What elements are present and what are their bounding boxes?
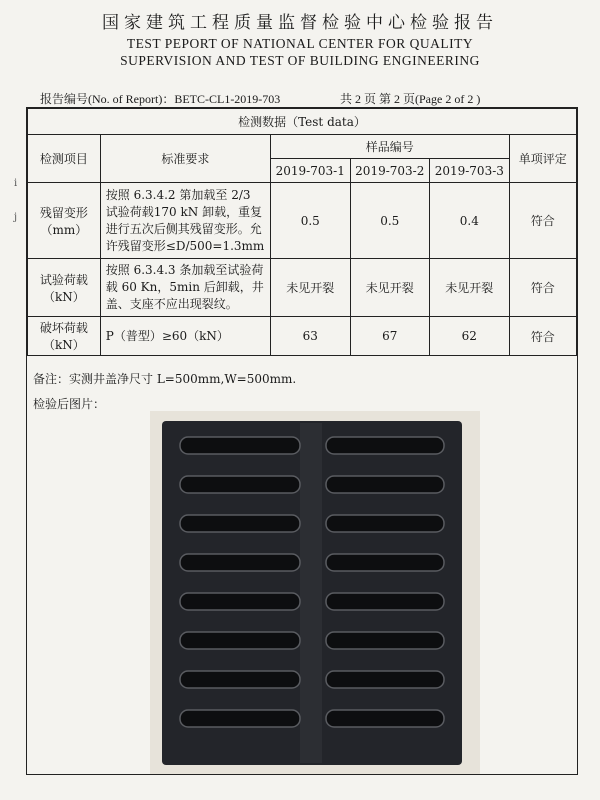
- table-row: [28, 317, 577, 356]
- row-value: 0.5: [350, 183, 430, 259]
- grate-slot: [180, 515, 300, 532]
- sample-id: 2019-703-1: [270, 159, 350, 183]
- grate-slot: [180, 593, 300, 610]
- column-header-requirement: 标准要求: [100, 135, 270, 183]
- grate-slot: [326, 593, 444, 610]
- row-requirement: P（普型）≥60（kN）: [100, 317, 270, 356]
- column-header-samples: 样品编号: [270, 135, 509, 159]
- margin-mark: j: [14, 212, 18, 223]
- row-value: 67: [350, 317, 430, 356]
- grate-slot: [326, 437, 444, 454]
- grate-slot: [180, 710, 300, 727]
- report-meta: [40, 90, 570, 107]
- row-value: 0.5: [270, 183, 350, 259]
- grate-slot: [326, 671, 444, 688]
- page-count: 共 2 页 第 2 页(Page 2 of 2 ): [340, 92, 481, 106]
- table-caption: 检测数据（Test data）: [28, 109, 577, 135]
- grate-slot: [180, 437, 300, 454]
- table-row: [28, 259, 577, 317]
- grate-slot: [326, 515, 444, 532]
- row-verdict: 符合: [509, 317, 576, 356]
- grate-slot: [180, 476, 300, 493]
- table-row: [28, 183, 577, 259]
- row-value: 未见开裂: [270, 259, 350, 317]
- report-title-en-line2: SUPERVISION AND TEST OF BUILDING ENGINEERING: [120, 53, 480, 68]
- row-value: 0.4: [430, 183, 510, 259]
- grate-slot: [326, 632, 444, 649]
- grate-slot: [180, 554, 300, 571]
- photo-label: 检验后图片：: [33, 397, 106, 411]
- report-frame: [26, 107, 578, 775]
- grate-cover-image: [150, 411, 480, 774]
- grate-slot: [326, 710, 444, 727]
- remark-note: 备注：实测井盖净尺寸 L=500mm,W=500mm.: [33, 372, 297, 386]
- margin-mark: i: [14, 178, 18, 189]
- grate-photo: [150, 411, 480, 774]
- report-number: 报告编号(No. of Report)：BETC-CL1-2019-703: [40, 92, 281, 106]
- row-verdict: 符合: [509, 183, 576, 259]
- grate-slot: [180, 671, 300, 688]
- row-value: 63: [270, 317, 350, 356]
- row-item: 试验荷载（kN）: [28, 259, 101, 317]
- row-item: 残留变形（mm）: [28, 183, 101, 259]
- column-header-item: 检测项目: [28, 135, 101, 183]
- row-value: 未见开裂: [350, 259, 430, 317]
- row-item: 破坏荷载（kN）: [28, 317, 101, 356]
- sample-id: 2019-703-2: [350, 159, 430, 183]
- grate-slot: [180, 632, 300, 649]
- sample-id: 2019-703-3: [430, 159, 510, 183]
- grate-slot: [326, 476, 444, 493]
- row-verdict: 符合: [509, 259, 576, 317]
- report-title-en-line1: TEST PEPORT OF NATIONAL CENTER FOR QUALITY: [126, 36, 474, 51]
- row-value: 未见开裂: [430, 259, 510, 317]
- test-data-table: [27, 108, 577, 356]
- row-requirement: 按照 6.3.4.3 条加载至试验荷载 60 Kn，5min 后卸载，井盖、支座不应出现裂纹。: [100, 259, 270, 317]
- report-title-cn: 国家建筑工程质量监督检验中心检验报告: [102, 13, 498, 33]
- grate-slot: [326, 554, 444, 571]
- column-header-verdict: 单项评定: [509, 135, 576, 183]
- row-requirement: 按照 6.3.4.2 第加载至 2/3 试验荷载170 kN 卸载，重复进行五次后侧其残留变形。允许残留变形≤D/500=1.3mm: [100, 183, 270, 259]
- row-value: 62: [430, 317, 510, 356]
